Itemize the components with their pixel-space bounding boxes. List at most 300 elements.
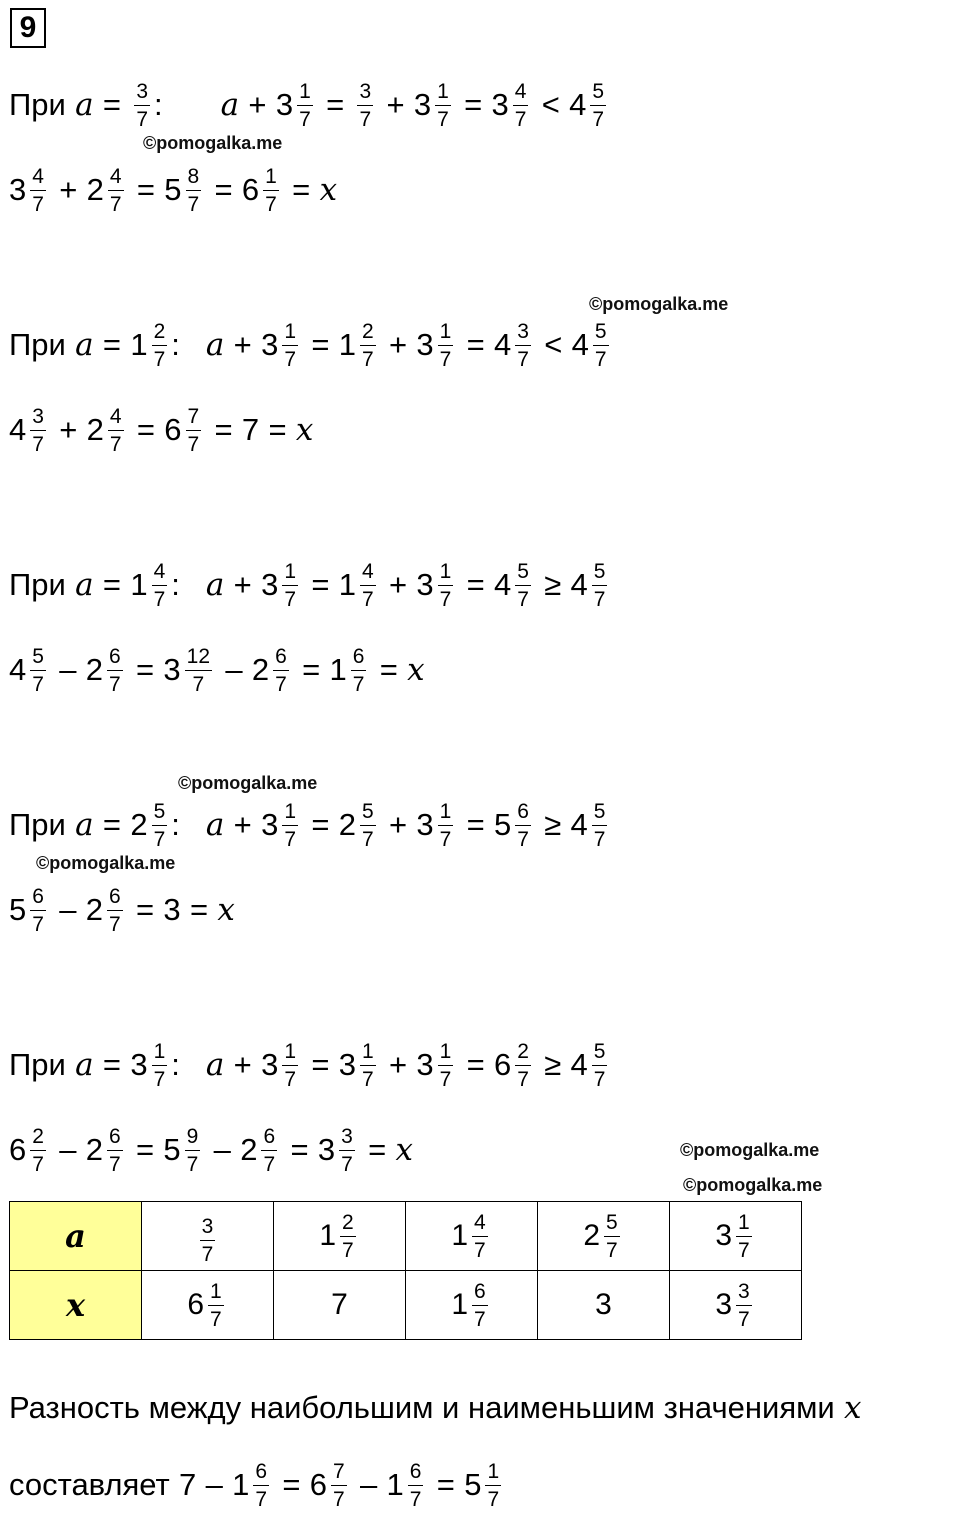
fraction <box>513 81 529 130</box>
denominator: 7 <box>153 1067 166 1091</box>
numerator: 8 <box>186 166 202 191</box>
mixed-number <box>261 561 302 610</box>
number: 3 <box>163 892 181 927</box>
denominator: 7 <box>153 347 166 371</box>
denominator: 7 <box>109 192 122 216</box>
operator: – <box>59 652 77 687</box>
operator: = <box>136 172 155 207</box>
table-cell-x <box>406 1271 538 1340</box>
numerator: 1 <box>438 561 454 586</box>
whole-part: 3 <box>416 327 434 362</box>
numerator: 9 <box>185 1126 201 1151</box>
denominator: 7 <box>299 107 311 131</box>
case-check-line <box>9 70 610 140</box>
table-value <box>196 1216 220 1265</box>
operator: = <box>466 327 485 362</box>
operator: + <box>59 412 78 447</box>
whole-part: 3 <box>416 1047 434 1082</box>
fraction <box>261 1126 277 1175</box>
denominator: 7 <box>32 192 44 216</box>
operator: + <box>59 172 78 207</box>
fraction <box>30 646 46 695</box>
denominator: 7 <box>593 1067 606 1091</box>
operator: = <box>290 1132 309 1167</box>
whole-part: 1 <box>451 1288 468 1321</box>
variable-a: a <box>75 87 94 123</box>
numerator: 1 <box>360 1041 376 1066</box>
mixed-number <box>569 81 610 130</box>
fraction <box>107 1126 123 1175</box>
table-row-a <box>10 1202 802 1271</box>
numerator: 5 <box>592 561 608 586</box>
denominator: 7 <box>361 827 374 851</box>
operator: + <box>388 807 408 842</box>
whole-part: 6 <box>164 412 182 447</box>
denominator: 7 <box>333 1487 345 1511</box>
denominator: 7 <box>738 1238 750 1262</box>
operator: – <box>59 892 77 927</box>
denominator: 7 <box>474 1238 486 1262</box>
table-value <box>583 1212 623 1261</box>
conclusion-text: Разность между наибольшим и наименьшим значениями <box>9 1390 835 1425</box>
numerator: 6 <box>107 886 123 911</box>
denominator: 7 <box>593 587 606 611</box>
numerator: 1 <box>282 321 298 346</box>
denominator: 7 <box>592 107 605 131</box>
numerator: 1 <box>485 1461 501 1486</box>
table-row-x <box>10 1271 802 1340</box>
number: 7 <box>331 1288 348 1321</box>
case-result-line <box>9 1115 413 1185</box>
mixed-number <box>310 1461 351 1510</box>
numerator: 1 <box>438 321 454 346</box>
whole-part: 5 <box>494 807 512 842</box>
denominator: 7 <box>474 1307 486 1331</box>
operator: = <box>292 172 311 207</box>
whole-part: 3 <box>491 87 509 122</box>
denominator: 7 <box>342 1238 354 1262</box>
fraction <box>357 81 373 130</box>
denominator: 7 <box>361 587 374 611</box>
numerator: 3 <box>30 406 46 431</box>
operator: = <box>302 652 321 687</box>
mixed-number <box>494 561 535 610</box>
denominator: 7 <box>517 347 529 371</box>
whole-part: 2 <box>240 1132 258 1167</box>
denominator: 7 <box>284 587 297 611</box>
operator: = <box>326 87 345 122</box>
colon: : <box>171 1047 180 1082</box>
fraction <box>360 801 376 850</box>
fraction <box>186 406 202 455</box>
numerator: 5 <box>30 646 46 671</box>
case-check-line <box>9 550 611 620</box>
fraction <box>360 561 376 610</box>
number: 7 <box>241 412 260 447</box>
watermark: ©pomogalka.me <box>589 294 729 314</box>
numerator: 3 <box>736 1281 752 1306</box>
whole-part: 3 <box>261 807 279 842</box>
fraction <box>472 1212 488 1261</box>
numerator: 3 <box>515 321 531 346</box>
denominator: 7 <box>255 1487 268 1511</box>
numerator: 1 <box>282 561 298 586</box>
operator: = <box>311 327 330 362</box>
fraction <box>592 801 608 850</box>
number: 3 <box>595 1288 612 1321</box>
table-header-x: x <box>10 1271 142 1340</box>
denominator: 7 <box>32 912 44 936</box>
operator: = <box>214 172 233 207</box>
whole-part: 4 <box>9 652 27 687</box>
denominator: 7 <box>409 1487 422 1511</box>
conclusion-line-2 <box>9 1450 505 1520</box>
fraction <box>360 321 376 370</box>
numerator: 2 <box>152 321 168 346</box>
variable-x: x <box>319 172 338 208</box>
whole-part: 4 <box>569 87 587 122</box>
denominator: 7 <box>606 1238 618 1262</box>
numerator: 6 <box>472 1281 488 1306</box>
operator: = <box>102 807 122 842</box>
denominator: 7 <box>439 827 452 851</box>
a-value <box>130 561 171 610</box>
operator: ≥ <box>544 1047 562 1082</box>
numerator: 4 <box>152 561 168 586</box>
numerator: 6 <box>273 646 289 671</box>
watermark: ©pomogalka.me <box>36 853 176 873</box>
whole-part: 2 <box>86 172 104 207</box>
denominator: 7 <box>32 672 44 696</box>
mixed-number <box>86 1126 127 1175</box>
denominator: 7 <box>439 587 452 611</box>
denominator: 7 <box>265 192 277 216</box>
operator: = <box>189 892 209 927</box>
table-cell-a <box>538 1202 670 1271</box>
fraction <box>30 166 46 215</box>
mixed-number <box>494 1041 535 1090</box>
whole-part: 2 <box>85 652 104 687</box>
mixed-number <box>571 1041 612 1090</box>
denominator: 7 <box>186 1152 199 1176</box>
whole-part: 3 <box>416 807 434 842</box>
case-label: При <box>9 567 66 602</box>
variable-a: a <box>220 87 240 123</box>
operator: = <box>136 1132 155 1167</box>
whole-part: 5 <box>464 1467 482 1502</box>
whole-part: 2 <box>583 1219 600 1252</box>
table-value <box>319 1212 359 1261</box>
fraction <box>736 1212 752 1261</box>
whole-part: 2 <box>85 892 104 927</box>
operator: = <box>464 87 483 122</box>
fraction <box>590 81 606 130</box>
watermark: ©pomogalka.me <box>143 133 283 153</box>
whole-part: 2 <box>86 412 104 447</box>
whole-part: 6 <box>494 1047 512 1082</box>
numerator: 1 <box>282 801 298 826</box>
whole-part: 4 <box>494 567 512 602</box>
operator: + <box>388 1047 408 1082</box>
operator: = <box>311 1047 330 1082</box>
denominator: 7 <box>153 587 166 611</box>
fraction <box>515 561 531 610</box>
mixed-number <box>572 321 613 370</box>
table-value <box>187 1281 227 1330</box>
denominator: 7 <box>517 1067 529 1091</box>
whole-part: 1 <box>386 1467 404 1502</box>
whole-part: 3 <box>261 327 279 362</box>
operator: = <box>282 1467 301 1502</box>
fraction <box>515 321 531 370</box>
table-cell-a <box>274 1202 406 1271</box>
fraction <box>592 1041 608 1090</box>
mixed-number <box>339 801 380 850</box>
case-result-line <box>9 155 337 225</box>
mixed-number <box>9 886 50 935</box>
mixed-number <box>164 166 205 215</box>
case-check-line <box>9 1030 611 1100</box>
operator: – <box>213 1132 231 1167</box>
whole-part: 4 <box>570 807 588 842</box>
fraction <box>515 1041 531 1090</box>
mixed-number <box>339 1041 380 1090</box>
mixed-number <box>416 321 457 370</box>
denominator: 7 <box>514 107 527 131</box>
fraction <box>408 1461 424 1510</box>
denominator: 7 <box>517 587 529 611</box>
fraction <box>30 886 46 935</box>
fraction <box>108 166 124 215</box>
whole-part: 1 <box>232 1467 250 1502</box>
whole-part: 6 <box>187 1288 204 1321</box>
operator: + <box>248 87 267 122</box>
denominator: 7 <box>109 1152 121 1176</box>
fraction <box>108 406 124 455</box>
whole-part: 1 <box>451 1219 468 1252</box>
fraction <box>360 1041 376 1090</box>
case-label: При <box>9 1047 66 1082</box>
a-value <box>130 801 171 850</box>
numerator: 5 <box>590 81 606 106</box>
operator: = <box>102 567 122 602</box>
whole-part: 3 <box>130 1047 148 1082</box>
numerator: 4 <box>472 1212 488 1237</box>
operator: = <box>136 412 155 447</box>
colon: : <box>171 327 180 362</box>
number: 7 <box>179 1467 197 1502</box>
whole-part: 1 <box>338 327 356 362</box>
denominator: 7 <box>487 1487 500 1511</box>
numerator: 5 <box>592 1041 608 1066</box>
numerator: 12 <box>185 646 212 671</box>
variable-x: x <box>844 1390 862 1426</box>
fraction <box>736 1281 752 1330</box>
variable-a: a <box>75 327 94 363</box>
variable-a: a <box>75 807 94 843</box>
mixed-number <box>164 406 205 455</box>
operator: < <box>544 327 563 362</box>
operator: + <box>233 567 252 602</box>
fraction <box>263 166 279 215</box>
operator: = <box>102 327 122 362</box>
a-value <box>130 1041 171 1090</box>
denominator: 7 <box>263 1152 276 1176</box>
whole-part: 4 <box>570 1047 588 1082</box>
denominator: 7 <box>109 912 121 936</box>
operator: = <box>379 652 398 687</box>
mixed-number <box>494 321 535 370</box>
whole-part: 3 <box>715 1288 732 1321</box>
numerator: 3 <box>339 1126 355 1151</box>
mixed-number <box>339 321 380 370</box>
operator: ≥ <box>544 807 562 842</box>
mixed-number <box>492 81 533 130</box>
variable-a: a <box>205 807 225 843</box>
whole-part: 2 <box>251 652 270 687</box>
a-value <box>130 321 171 370</box>
numerator: 6 <box>515 801 531 826</box>
numerator: 5 <box>592 801 608 826</box>
numerator: 1 <box>297 81 313 106</box>
operator: + <box>233 807 252 842</box>
fraction <box>485 1461 501 1510</box>
table-cell-a <box>406 1202 538 1271</box>
whole-part: 3 <box>261 1047 279 1082</box>
denominator: 7 <box>594 347 607 371</box>
fraction <box>282 561 298 610</box>
numerator: 6 <box>408 1461 424 1486</box>
numerator: 4 <box>30 166 46 191</box>
operator: = <box>311 807 330 842</box>
denominator: 7 <box>517 827 529 851</box>
fraction <box>282 321 298 370</box>
case-check-line <box>9 790 611 860</box>
numerator: 3 <box>134 81 150 106</box>
numerator: 4 <box>108 166 124 191</box>
whole-part: 1 <box>130 327 148 362</box>
whole-part: 6 <box>309 1467 328 1502</box>
numerator: 6 <box>253 1461 269 1486</box>
numerator: 1 <box>263 166 279 191</box>
operator: = <box>268 412 287 447</box>
operator: = <box>136 652 155 687</box>
fraction <box>30 1126 46 1175</box>
fraction <box>297 81 313 130</box>
mixed-number <box>163 646 216 695</box>
whole-part: 4 <box>571 327 589 362</box>
whole-part: 3 <box>275 87 294 122</box>
numerator: 6 <box>107 646 123 671</box>
operator: + <box>233 327 252 362</box>
mixed-number <box>9 406 50 455</box>
numerator: 5 <box>360 801 376 826</box>
table-cell-a <box>670 1202 802 1271</box>
fraction <box>107 646 123 695</box>
fraction <box>30 406 46 455</box>
mixed-number <box>9 166 50 215</box>
numerator: 4 <box>360 561 376 586</box>
numerator: 2 <box>360 321 376 346</box>
denominator: 7 <box>201 1243 214 1266</box>
mixed-number <box>232 1461 273 1510</box>
denominator: 7 <box>275 672 287 696</box>
mixed-number <box>276 81 317 130</box>
numerator: 3 <box>357 81 373 106</box>
case-label: При <box>9 327 66 362</box>
variable-x: x <box>407 652 425 688</box>
operator: + <box>388 327 408 362</box>
mixed-number <box>240 1126 281 1175</box>
whole-part: 1 <box>338 567 356 602</box>
fraction <box>208 1281 224 1330</box>
table-cell-x <box>670 1271 802 1340</box>
fraction <box>200 1216 216 1265</box>
whole-part: 4 <box>9 412 27 447</box>
table-cell-x <box>538 1271 670 1340</box>
problem-number: 9 <box>10 8 46 48</box>
fraction <box>435 81 451 130</box>
table-value <box>715 1281 755 1330</box>
numerator: 5 <box>515 561 531 586</box>
fraction <box>253 1461 269 1510</box>
table-value <box>451 1281 491 1330</box>
watermark: ©pomogalka.me <box>680 1140 820 1160</box>
fraction <box>152 801 168 850</box>
fraction <box>438 1041 454 1090</box>
numerator: 5 <box>152 801 168 826</box>
whole-part: 1 <box>319 1219 336 1252</box>
mixed-number <box>87 406 128 455</box>
operator: = <box>466 567 485 602</box>
watermark: ©pomogalka.me <box>178 773 318 793</box>
fraction <box>438 561 454 610</box>
numerator: 1 <box>736 1212 752 1237</box>
colon: : <box>154 87 163 122</box>
numerator: 2 <box>340 1212 356 1237</box>
denominator: 7 <box>359 107 372 131</box>
numerator: 1 <box>435 81 451 106</box>
denominator: 7 <box>437 107 449 131</box>
denominator: 7 <box>341 1152 353 1176</box>
operator: = <box>466 1047 485 1082</box>
numerator: 4 <box>513 81 529 106</box>
fraction <box>472 1281 488 1330</box>
operator: + <box>233 1047 252 1082</box>
denominator: 7 <box>109 432 122 456</box>
mixed-number <box>261 801 302 850</box>
mixed-number <box>353 81 377 130</box>
conclusion-prefix: составляет <box>9 1467 170 1502</box>
operator: + <box>386 87 405 122</box>
whole-part: 3 <box>9 172 27 207</box>
operator: = <box>214 412 233 447</box>
mixed-number <box>494 801 535 850</box>
mixed-number <box>330 646 371 695</box>
numerator: 6 <box>30 886 46 911</box>
fraction <box>107 886 123 935</box>
numerator: 6 <box>107 1126 123 1151</box>
denominator: 7 <box>136 107 149 131</box>
fraction <box>515 801 531 850</box>
fraction <box>438 801 454 850</box>
numerator: 3 <box>200 1216 216 1241</box>
denominator: 7 <box>738 1307 750 1331</box>
whole-part: 3 <box>715 1219 732 1252</box>
mixed-number <box>339 561 380 610</box>
table-cell-x <box>142 1271 274 1340</box>
fraction <box>592 561 608 610</box>
